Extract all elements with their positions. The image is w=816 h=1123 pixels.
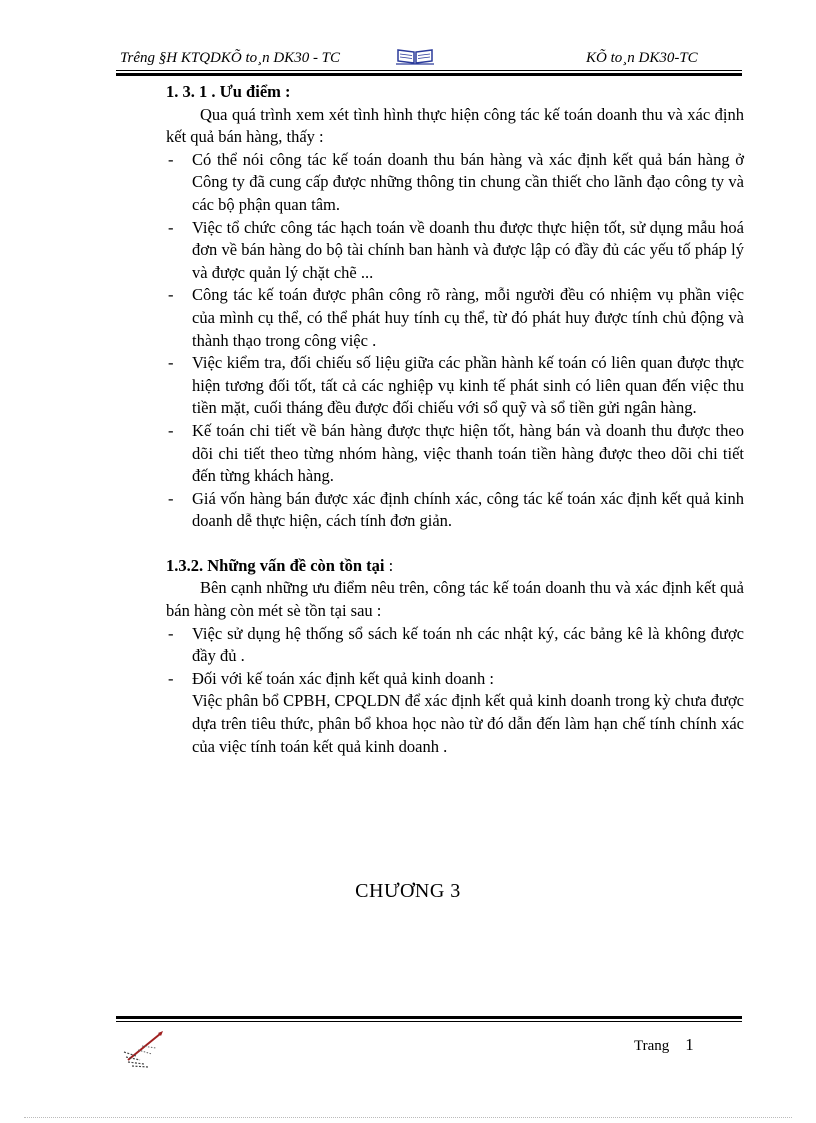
pen-ornament-icon (122, 1030, 166, 1070)
page-number: 1 (685, 1035, 694, 1054)
list-item: - Giá vốn hàng bán được xác định chính xác, công tác kế toán xác định kết quả kinh doanh dễ thực hiện, cách tính đơn giản. (166, 488, 744, 533)
header-rule-thick (116, 73, 742, 76)
list-item: - Việc kiểm tra, đối chiếu số liệu giữa các phần hành kế toán có liên quan được thực hiện tương đối tốt, tất cả các nghiệp vụ kinh tế phát sinh có liên quan đến việc thu tiền mặt, cuối tháng đều được đối chiếu với sổ quỹ và sổ tiền gửi ngân hàng. (166, 352, 744, 420)
list-item: - Đối với kế toán xác định kết quả kinh doanh : (166, 668, 744, 691)
list-item: - Kế toán chi tiết về bán hàng được thực hiện tốt, hàng bán và doanh thu được theo dõi chi tiết theo từng nhóm hàng, việc thanh toán tiền hàng được theo dõi chi tiết đến từng khách hàng. (166, 420, 744, 488)
paragraph-intro-advantages: Qua quá trình xem xét tình hình thực hiện công tác kế toán doanh thu và xác định kết quả bán hàng, thấy : (166, 104, 744, 147)
header-left-text: Trêng §H KTQDKÕ to¸n DK30 - TC (120, 50, 341, 66)
list-item: - Công tác kế toán được phân công rõ ràng, mỗi người đều có nhiệm vụ phần việc của mình cụ thể, có thể phát huy tính cụ thể, từ đó phát huy được tính chủ động và thành thạo trong công việc . (166, 284, 744, 352)
list-item: - Việc sử dụng hệ thống sổ sách kế toán nh các nhật ký, các bảng kê là không được đầy đủ . (166, 623, 744, 668)
list-item: - Việc tổ chức công tác hạch toán về doanh thu được thực hiện tốt, sử dụng mẫu hoá đơn về bán hàng do bộ tài chính ban hành và được lập có đầy đủ các yếu tố pháp lý và được quản lý chặt chẽ ... (166, 217, 744, 285)
header-right-text: KÕ to¸n DK30-TC (586, 50, 698, 66)
section-heading-advantages: 1. 3. 1 . Ưu điểm : (166, 82, 291, 101)
page-label: Trang (634, 1038, 670, 1054)
paragraph-intro-issues: Bên cạnh những ưu điểm nêu trên, công tác kế toán doanh thu và xác định kết quả bán hàng còn mét sè tồn tại sau : (166, 578, 744, 621)
chapter-title: CHƯƠNG 3 (355, 880, 461, 902)
page-bottom-dotted-line (24, 1117, 792, 1118)
list-item: - Có thể nói công tác kế toán doanh thu bán hàng và xác định kết quả bán hàng ở Công ty đã cung cấp được những thông tin chung cần thiết cho lãnh đạo công ty và các bộ phận quan tâm. (166, 149, 744, 217)
section-heading-issues (166, 555, 744, 578)
paragraph-cost-allocation: Việc phân bổ CPBH, CPQLDN để xác định kết quả kinh doanh trong kỳ chưa được dựa trên tiêu thức, phân bổ khoa học nào từ đó dẫn đến làm hạn chế tính chính xác của việc tính toán kết quả kinh doanh . (192, 691, 744, 756)
book-icon (396, 46, 434, 66)
issues-list (166, 623, 744, 691)
page-number-block (634, 1035, 694, 1055)
body-content (166, 81, 744, 758)
header-rule (116, 70, 742, 71)
section-heading-issues-colon: : (384, 555, 394, 575)
advantages-list (166, 149, 744, 533)
section-heading-issues-text: 1.3.2. Những vấn đề còn tồn tại (166, 555, 385, 575)
footer-rule (116, 1021, 742, 1022)
footer-rule-thick (116, 1016, 742, 1019)
